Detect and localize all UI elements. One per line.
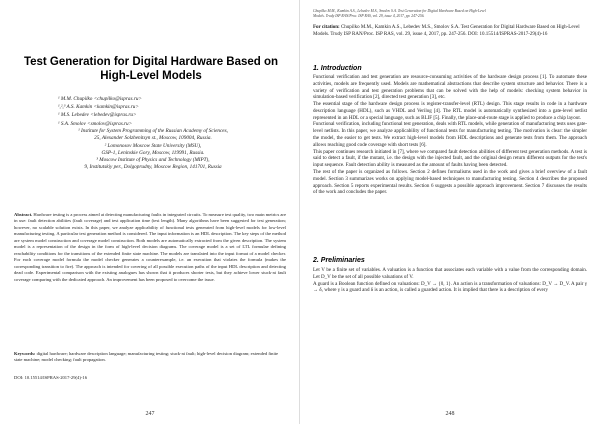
paragraph: The rest of the paper is organized as follows. Section 2 defines formalisms used in the work and gives a brief overview of a fault model. Section 3 summarizes works on applying model-based techniques to manufacturing testing. Section 4 describes the proposed approach. Section 5 reports experimental results. Section 6 suggests a possible approach improvement. Section 7 discusses the results of the work and concludes the paper. [313, 168, 587, 196]
doi: DOI: 10.15514/ISPRAS-2017-29(4)-16 [14, 375, 87, 380]
abstract-text: Hardware testing is a process aimed at detecting manufacturing faults in integrated circuits. To measure test quality, two main metrics are in use: fault detection abilities (fault coverage) and test application time (test length). Many algorithms have been suggested for test generation; however, no scalable solution exists. In this paper, we analyze applicability of functional tests generated from high-level models for low-level manufacturing testing. A particular test generation method is considered. The input information is an HDL description. The key steps of the method are system model construction and coverage model construction. Both models are automatically extracted from the given description. The system model is a representation of the design in the form of high-level decision diagrams. The coverage model is a set of LTL formulae defining reachability conditions for the transitions of the extended finite state machine. The models are translated into the input format of a model checker. For each coverage model formula the model checker generates a counterexample, i.e. an execution that violates the formula (makes the corresponding transition to fire). The approach is intended for covering of all possible execution paths of the input HDL description and detecting dead code. Experimental comparison with the existing analogues has shown that it produces shorter tests, but they achieve lower stuck-at fault coverage comparing with the dedicated approach. An improvement has been proposed to overcome the issue. [14, 212, 286, 282]
affiliation-line: ¹ Institute for System Programming of the Russian Academy of Sciences, [78, 128, 228, 134]
author-line: ¹,²,³ A.S. Kamkin <kamkin@ispras.ru> [58, 104, 139, 111]
running-head-line: Chupilko M.M., Kamkin A.S., Lebedev M.S., Smolov S.A. Test Generation for Digital Hardware Based on High-Level [313, 9, 486, 13]
keywords [14, 351, 286, 364]
affiliation-line: 9, Institutskiy per., Dolgoprudny, Moscow Region, 141701, Russia [84, 164, 222, 171]
affiliation-line: ² Lomonosov Moscow State University (MSU), [104, 142, 202, 149]
page-number-right: 248 [445, 411, 455, 417]
author-line: ¹ M.M. Chupilko <chupilko@ispras.ru> [58, 96, 142, 102]
introduction-body [313, 74, 587, 196]
section-heading-preliminaries: 2. Preliminaries [313, 257, 365, 264]
paragraph: Functional verification and test generation are resource-consuming activities of the hardware design process [1]. To automate these activities, models are frequently used. Models are mathematical abstractions that describe system structure and behavior. There is a variety of verification and test generation problems that can be solved with the help of models: checking system behavior in simulation-based verification [2], directed test generation [3], etc. [313, 74, 587, 101]
affiliation-line: GSP-1, Leninskie Gory, Moscow, 119991, Russia. [101, 149, 205, 156]
paper-title: Test Generation for Digital Hardware Based on High-Level Models [23, 56, 279, 82]
keywords-label: Keywords: [14, 351, 36, 356]
author-list [58, 95, 288, 128]
paragraph: This paper continues research initiated in [7], where we compared fault detection abilities of different test generation methods. A test is said to detect a fault, if the mutant, i.e. the design with the injected fault, and the original design return different outputs for the test's input sequence. Fault detection ability is measured as the amount of faults having been detected. [313, 148, 587, 169]
keywords-text: digital hardware; hardware description language; manufacturing testing; stuck-at fault; high-level decision diagram; extended finite state machine; model checking; fault propagation. [14, 351, 279, 363]
citation [313, 25, 587, 39]
running-head-line: Models. Trudy ISP RAN/Proc. ISP RAS, vol. 29, issue 4, 2017, pp. 247-256. [313, 14, 425, 18]
affiliation-list [22, 128, 284, 172]
paragraph: A guard is a Boolean function defined on valuations: D_V → {0, 1}. An action is a transformation of valuations: D_V → D_V. A pair γ → δ, where γ is a guard and δ is an action, is called a guarded action. It is implied that there is a description of every [313, 280, 587, 294]
running-head [313, 9, 593, 19]
author-line: ¹ M.S. Lebedev <lebedev@ispras.ru> [58, 112, 137, 119]
citation-text: Chupilko M.M., Kamkin A.S., Lebedev M.S., Smolov S.A. Test Generation for Digital Hardware Based on High-Level Models. Trudy ISP RAN/Proc. ISP RAS, vol. 29, issue 4, 2017, pp. 247-256. DOI: 10.15514/ISPRAS-2017-29(4)-16 [313, 25, 580, 37]
affiliation-line: 25, Alexander Solzhenitsyn st., Moscow, 109004, Russia. [94, 135, 212, 142]
preliminaries-body [313, 267, 587, 294]
paragraph: Functional verification, including functional test generation, deals with RTL models, while generation of manufacturing tests uses gate-level netlists. In this paper, we analyze applicability of functional tests for manufacturing testing. The motivation is clear: the simpler the model, the easier to get tests. We extract high-level models from HDL descriptions and generate tests from them. The approach allows reaching good code coverage with short tests [6]. [313, 121, 587, 148]
paragraph: The essential stage of the hardware design process is register-transfer-level (RTL) design. This stage results in code in a hardware description language (HDL), such as VHDL and Verilog [4]. The RTL model is automatically synthesized into a gate-level netlist represented in an HDL or a special language, such as BLIF [5]. Finally, the place-and-route stage is applied to produce a chip layout. [313, 101, 587, 121]
section-heading-introduction: 1. Introduction [313, 65, 362, 72]
author-line: ¹ S.A. Smolov <smolov@ispras.ru> [58, 120, 133, 127]
abstract [14, 212, 286, 283]
citation-label: For citation: [313, 25, 340, 30]
paragraph: Let V be a finite set of variables. A valuation is a function that associates each variable with a value from the corresponding domain. Let D_V be the set of all possible valuations of V. [313, 267, 587, 280]
affiliation-line: ³ Moscow Institute of Physics and Technology (MIPT), [96, 157, 210, 164]
abstract-label: Abstract. [14, 212, 33, 217]
page-number-left: 247 [145, 411, 155, 417]
